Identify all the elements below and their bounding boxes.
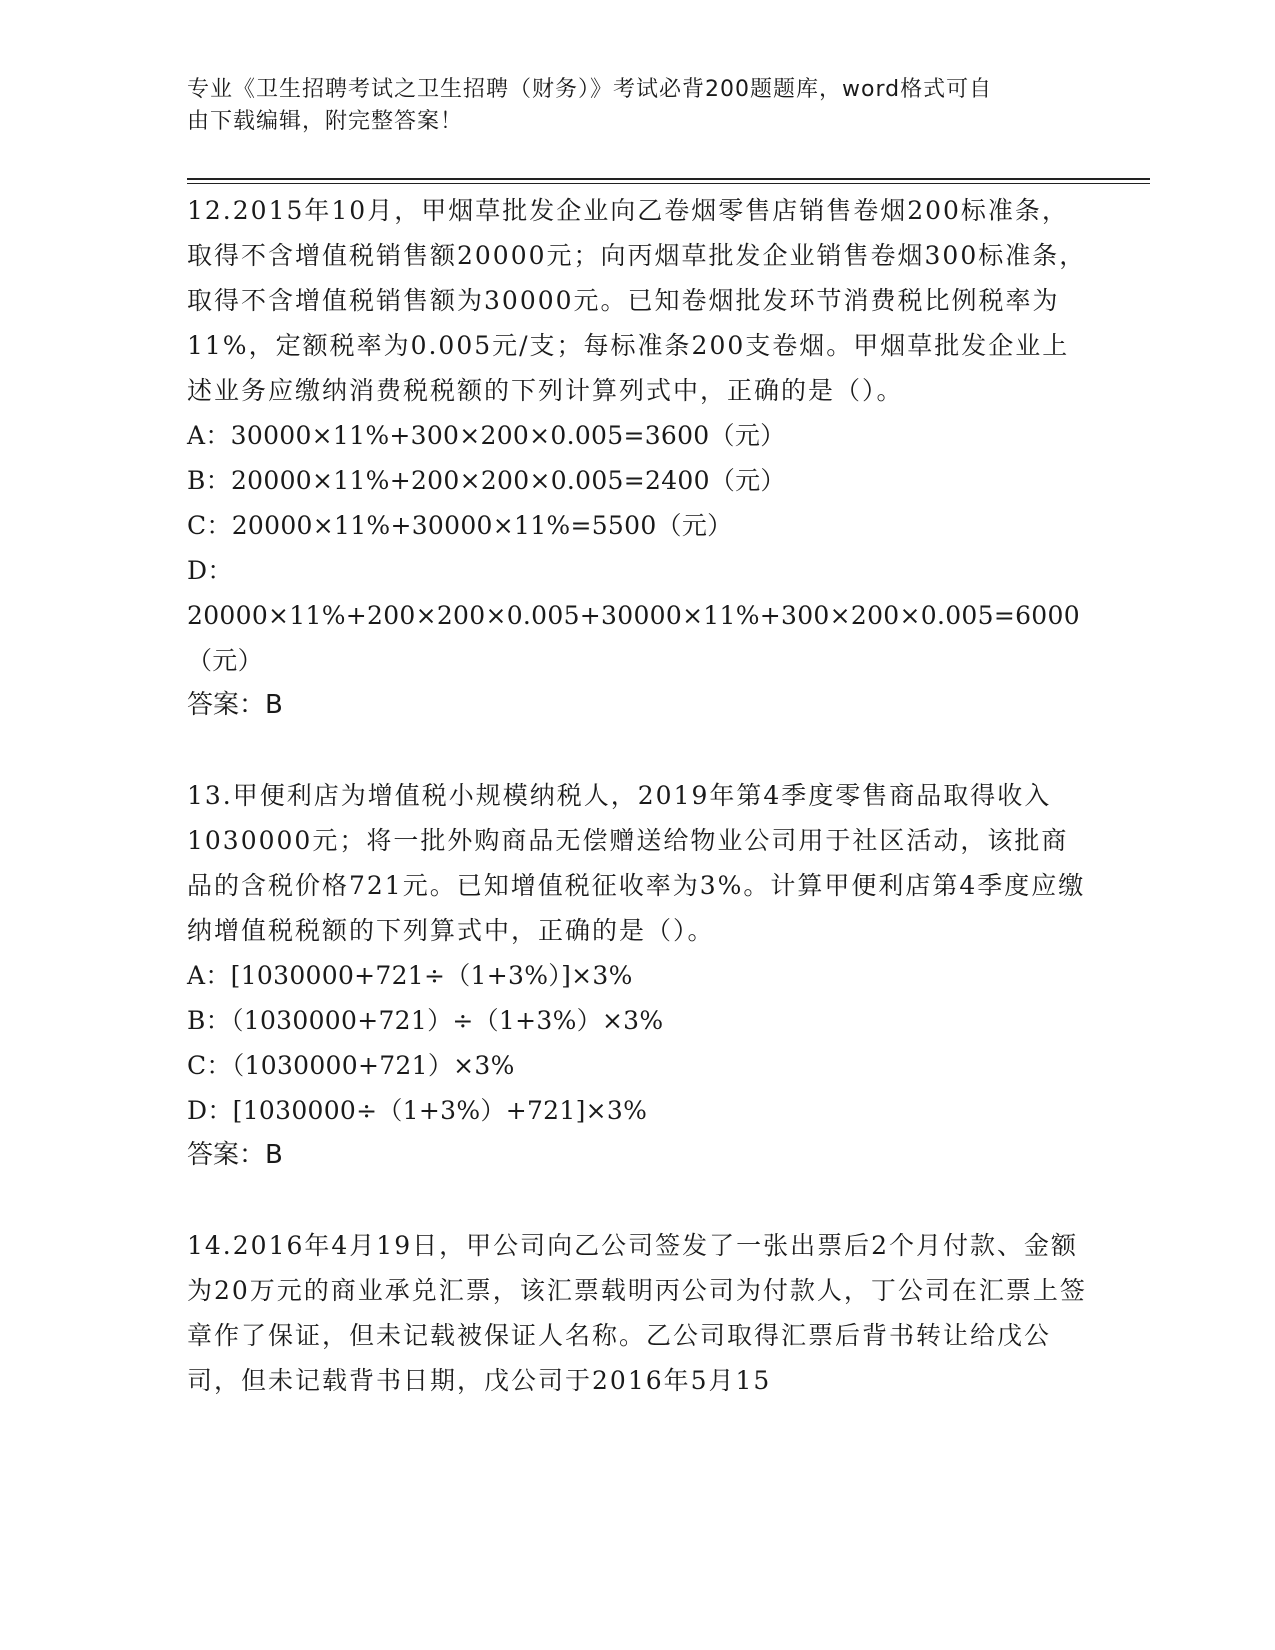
header-line-1: 专业《卫生招聘考试之卫生招聘（财务）》考试必背200题题库，word格式可自 [187, 77, 993, 102]
option-d: D：[1030000÷（1+3%）+721]×3% [187, 1096, 648, 1125]
question-text: 13.甲便利店为增值税小规模纳税人，2019年第4季度零售商品取得收入1030000元；将一批外购商品无偿赠送给物业公司用于社区活动，该批商品的含税价格721元。已知增值税征收率为3%。计算甲便利店第4季度应缴纳增值税税额的下列算式中，正确的是（）。 [187, 781, 1086, 945]
header-line-2: 由下载编辑，附完整答案！ [187, 109, 464, 134]
option-c: C：（1030000+721）×3% [187, 1051, 515, 1080]
option-b: B：（1030000+721）÷（1+3%）×3% [187, 1006, 664, 1035]
option-b: B：20000×11%+200×200×0.005=2400（元） [187, 466, 786, 495]
option-c: C：20000×11%+30000×11%=5500（元） [187, 511, 733, 540]
answer-label: 答案：B [187, 690, 283, 720]
question-list [187, 188, 1087, 1448]
document-header [187, 74, 1067, 138]
option-a: A：30000×11%+300×200×0.005=3600（元） [187, 421, 786, 450]
question-text: 14.2016年4月19日，甲公司向乙公司签发了一张出票后2个月付款、金额为20万元的商业承兑汇票，该汇票载明丙公司为付款人，丁公司在汇票上签章作了保证，但未记载被保证人名称。乙公司取得汇票后背书转让给戊公司，但未记载背书日期，戊公司于2016年5月15 [187, 1231, 1087, 1395]
question-13 [187, 773, 1087, 1178]
question-12 [187, 188, 1087, 728]
option-a: A：[1030000+721÷（1+3%）]×3% [187, 961, 633, 990]
header-divider-thick [187, 178, 1150, 180]
option-d: D：20000×11%+200×200×0.005+30000×11%+300×200×0.005=6000（元） [187, 556, 1080, 675]
question-14 [187, 1223, 1087, 1403]
answer-label: 答案：B [187, 1140, 283, 1170]
header-divider-thin [187, 183, 1150, 184]
question-text: 12.2015年10月，甲烟草批发企业向乙卷烟零售店销售卷烟200标准条，取得不含增值税销售额20000元；向丙烟草批发企业销售卷烟300标准条，取得不含增值税销售额为30000元。已知卷烟批发环节消费税比例税率为11%，定额税率为0.005元/支；每标准条200支卷烟。甲烟草批发企业上述业务应缴纳消费税税额的下列计算列式中，正确的是（）。 [187, 196, 1087, 405]
